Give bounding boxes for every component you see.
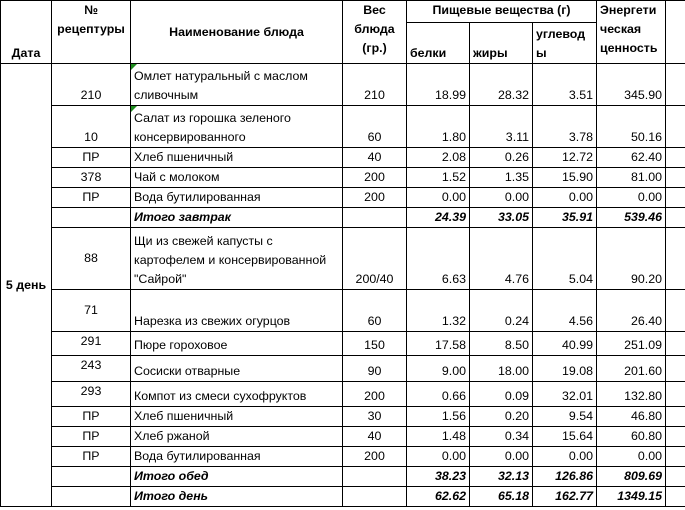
weight-cell[interactable]: 200 [343,188,407,208]
carbs-cell[interactable]: 5.04 [533,228,597,290]
empty-cell[interactable] [666,64,685,106]
table-row[interactable] [1,148,685,168]
table-row[interactable] [1,290,685,332]
breakfast-total-energy[interactable]: 539.46 [597,208,666,228]
empty-cell[interactable] [666,168,685,188]
proteins-cell[interactable]: 17.58 [407,332,470,356]
recipe-cell[interactable]: 378 [52,168,131,188]
dish-cell[interactable]: Салат из горошка зеленого консервированного [131,106,343,148]
table-row[interactable] [1,332,685,356]
dish-cell[interactable]: Чай с молоком [131,168,343,188]
day-total-row[interactable] [1,487,685,507]
recipe-cell[interactable]: 291 [52,332,131,356]
empty-cell[interactable] [52,487,131,507]
recipe-cell[interactable]: 243 [52,356,131,382]
empty-cell[interactable] [666,407,685,427]
day-label: 5 день [1,64,52,507]
dish-cell[interactable]: Хлеб ржаной [131,427,343,447]
dish-cell[interactable]: Хлеб пшеничный [131,407,343,427]
proteins-cell[interactable]: 18.99 [407,64,470,106]
fats-cell[interactable]: 0.00 [470,447,533,467]
recipe-cell[interactable]: ПР [52,427,131,447]
recipe-cell[interactable]: ПР [52,148,131,168]
weight-cell[interactable]: 90 [343,356,407,382]
carbs-cell[interactable]: 40.99 [533,332,597,356]
header-date: Дата [1,1,52,64]
header-energy: Энергети ческая ценность [597,1,666,64]
energy-cell[interactable]: 345.90 [597,64,666,106]
dish-cell[interactable]: Вода бутилированная [131,188,343,208]
breakfast-total-fats[interactable]: 33.05 [470,208,533,228]
day-total-fats[interactable]: 65.18 [470,487,533,507]
day-total-carbs[interactable]: 162.77 [533,487,597,507]
energy-cell[interactable]: 46.80 [597,407,666,427]
proteins-cell[interactable]: 9.00 [407,356,470,382]
empty-cell[interactable] [666,148,685,168]
fats-cell[interactable]: 1.35 [470,168,533,188]
carbs-cell[interactable]: 3.78 [533,106,597,148]
table-row[interactable] [1,64,685,106]
dish-cell[interactable]: Компот из смеси сухофруктов [131,382,343,407]
dish-cell[interactable]: Нарезка из свежих огурцов [131,290,343,332]
empty-cell[interactable] [666,332,685,356]
proteins-cell[interactable]: 2.08 [407,148,470,168]
fats-cell[interactable]: 3.11 [470,106,533,148]
dish-cell[interactable]: Пюре гороховое [131,332,343,356]
table-row[interactable] [1,168,685,188]
energy-cell[interactable]: 132.80 [597,382,666,407]
energy-cell[interactable]: 0.00 [597,188,666,208]
lunch-total-carbs[interactable]: 126.86 [533,467,597,487]
weight-cell[interactable]: 40 [343,148,407,168]
carbs-cell[interactable]: 0.00 [533,447,597,467]
empty-cell[interactable] [666,382,685,407]
proteins-cell[interactable]: 1.48 [407,427,470,447]
table-row[interactable] [1,407,685,427]
breakfast-total-proteins[interactable]: 24.39 [407,208,470,228]
table-row[interactable] [1,188,685,208]
header-weight: Вес блюда (гр.) [343,1,407,64]
day-total-proteins[interactable]: 62.62 [407,487,470,507]
header-dish: Наименование блюда [131,1,343,64]
carbs-cell[interactable]: 3.51 [533,64,597,106]
recipe-cell[interactable]: ПР [52,407,131,427]
day-total-energy[interactable]: 1349.15 [597,487,666,507]
lunch-total-fats[interactable]: 32.13 [470,467,533,487]
fats-cell[interactable]: 4.76 [470,228,533,290]
recipe-cell[interactable]: 88 [52,228,131,290]
breakfast-total-carbs[interactable]: 35.91 [533,208,597,228]
empty-cell[interactable] [52,467,131,487]
energy-cell[interactable]: 251.09 [597,332,666,356]
day-total-label[interactable]: Итого день [131,487,343,507]
energy-cell[interactable]: 62.40 [597,148,666,168]
fats-cell[interactable]: 0.00 [470,188,533,208]
header-recipe: № рецептуры [52,1,131,64]
dish-cell[interactable]: Вода бутилированная [131,447,343,467]
table-row[interactable] [1,382,685,407]
table-row[interactable] [1,427,685,447]
recipe-cell[interactable]: 210 [52,64,131,106]
energy-cell[interactable]: 0.00 [597,447,666,467]
dish-cell[interactable]: Омлет натуральный с маслом сливочным [131,64,343,106]
header-proteins: белки [407,23,470,64]
recipe-cell[interactable]: 10 [52,106,131,148]
proteins-cell[interactable]: 0.00 [407,447,470,467]
fats-cell[interactable]: 0.34 [470,427,533,447]
table-row[interactable] [1,228,685,290]
empty-cell[interactable] [343,487,407,507]
energy-cell[interactable]: 81.00 [597,168,666,188]
empty-cell[interactable] [666,487,685,507]
recipe-cell[interactable]: ПР [52,447,131,467]
weight-cell[interactable]: 200 [343,382,407,407]
carbs-cell[interactable]: 12.72 [533,148,597,168]
carbs-cell[interactable]: 32.01 [533,382,597,407]
table-row[interactable] [1,447,685,467]
empty-cell[interactable] [52,208,131,228]
weight-cell[interactable]: 60 [343,106,407,148]
proteins-cell[interactable]: 1.52 [407,168,470,188]
fats-cell[interactable]: 8.50 [470,332,533,356]
empty-cell[interactable] [666,1,685,64]
energy-cell[interactable]: 201.60 [597,356,666,382]
proteins-cell[interactable]: 6.63 [407,228,470,290]
carbs-cell[interactable]: 19.08 [533,356,597,382]
carbs-cell[interactable]: 15.64 [533,427,597,447]
empty-cell[interactable] [666,106,685,148]
carbs-cell[interactable]: 0.00 [533,188,597,208]
breakfast-total-row[interactable] [1,208,685,228]
dish-cell[interactable]: Сосиски отварные [131,356,343,382]
energy-cell[interactable]: 90.20 [597,228,666,290]
proteins-cell[interactable]: 0.00 [407,188,470,208]
empty-cell[interactable] [666,188,685,208]
lunch-total-energy[interactable]: 809.69 [597,467,666,487]
dish-cell[interactable]: Щи из свежей капусты с картофелем и консервированной "Сайрой" [131,228,343,290]
empty-cell[interactable] [343,208,407,228]
table-row[interactable] [1,106,685,148]
weight-cell[interactable]: 200 [343,447,407,467]
lunch-total-label[interactable]: Итого обед [131,467,343,487]
lunch-total-proteins[interactable]: 38.23 [407,467,470,487]
empty-cell[interactable] [666,427,685,447]
fats-cell[interactable]: 0.09 [470,382,533,407]
carbs-cell[interactable]: 4.56 [533,290,597,332]
recipe-cell[interactable]: ПР [52,188,131,208]
weight-cell[interactable]: 60 [343,290,407,332]
lunch-total-row[interactable] [1,467,685,487]
empty-cell[interactable] [666,228,685,290]
proteins-cell[interactable]: 1.80 [407,106,470,148]
fats-cell[interactable]: 0.26 [470,148,533,168]
empty-cell[interactable] [666,447,685,467]
proteins-cell[interactable]: 1.56 [407,407,470,427]
energy-cell[interactable]: 50.16 [597,106,666,148]
empty-cell[interactable] [666,290,685,332]
weight-cell[interactable]: 40 [343,427,407,447]
recipe-cell[interactable]: 293 [52,382,131,407]
proteins-cell[interactable]: 0.66 [407,382,470,407]
recipe-cell[interactable]: 71 [52,290,131,332]
header-carbs: углевод ы [533,23,597,64]
energy-cell[interactable]: 26.40 [597,290,666,332]
carbs-cell[interactable]: 15.90 [533,168,597,188]
weight-cell[interactable]: 210 [343,64,407,106]
weight-cell[interactable]: 30 [343,407,407,427]
empty-cell[interactable] [343,467,407,487]
fats-cell[interactable]: 18.00 [470,356,533,382]
breakfast-total-label[interactable]: Итого завтрак [131,208,343,228]
carbs-cell[interactable]: 9.54 [533,407,597,427]
header-nutrients: Пищевые вещества (г) [407,1,597,23]
fats-cell[interactable]: 0.20 [470,407,533,427]
weight-cell[interactable]: 200 [343,168,407,188]
empty-cell[interactable] [666,208,685,228]
proteins-cell[interactable]: 1.32 [407,290,470,332]
weight-cell[interactable]: 150 [343,332,407,356]
fats-cell[interactable]: 28.32 [470,64,533,106]
dish-cell[interactable]: Хлеб пшеничный [131,148,343,168]
table-row[interactable] [1,356,685,382]
empty-cell[interactable] [666,356,685,382]
header-fats: жиры [470,23,533,64]
weight-cell[interactable]: 200/40 [343,228,407,290]
empty-cell[interactable] [666,467,685,487]
energy-cell[interactable]: 60.80 [597,427,666,447]
fats-cell[interactable]: 0.24 [470,290,533,332]
